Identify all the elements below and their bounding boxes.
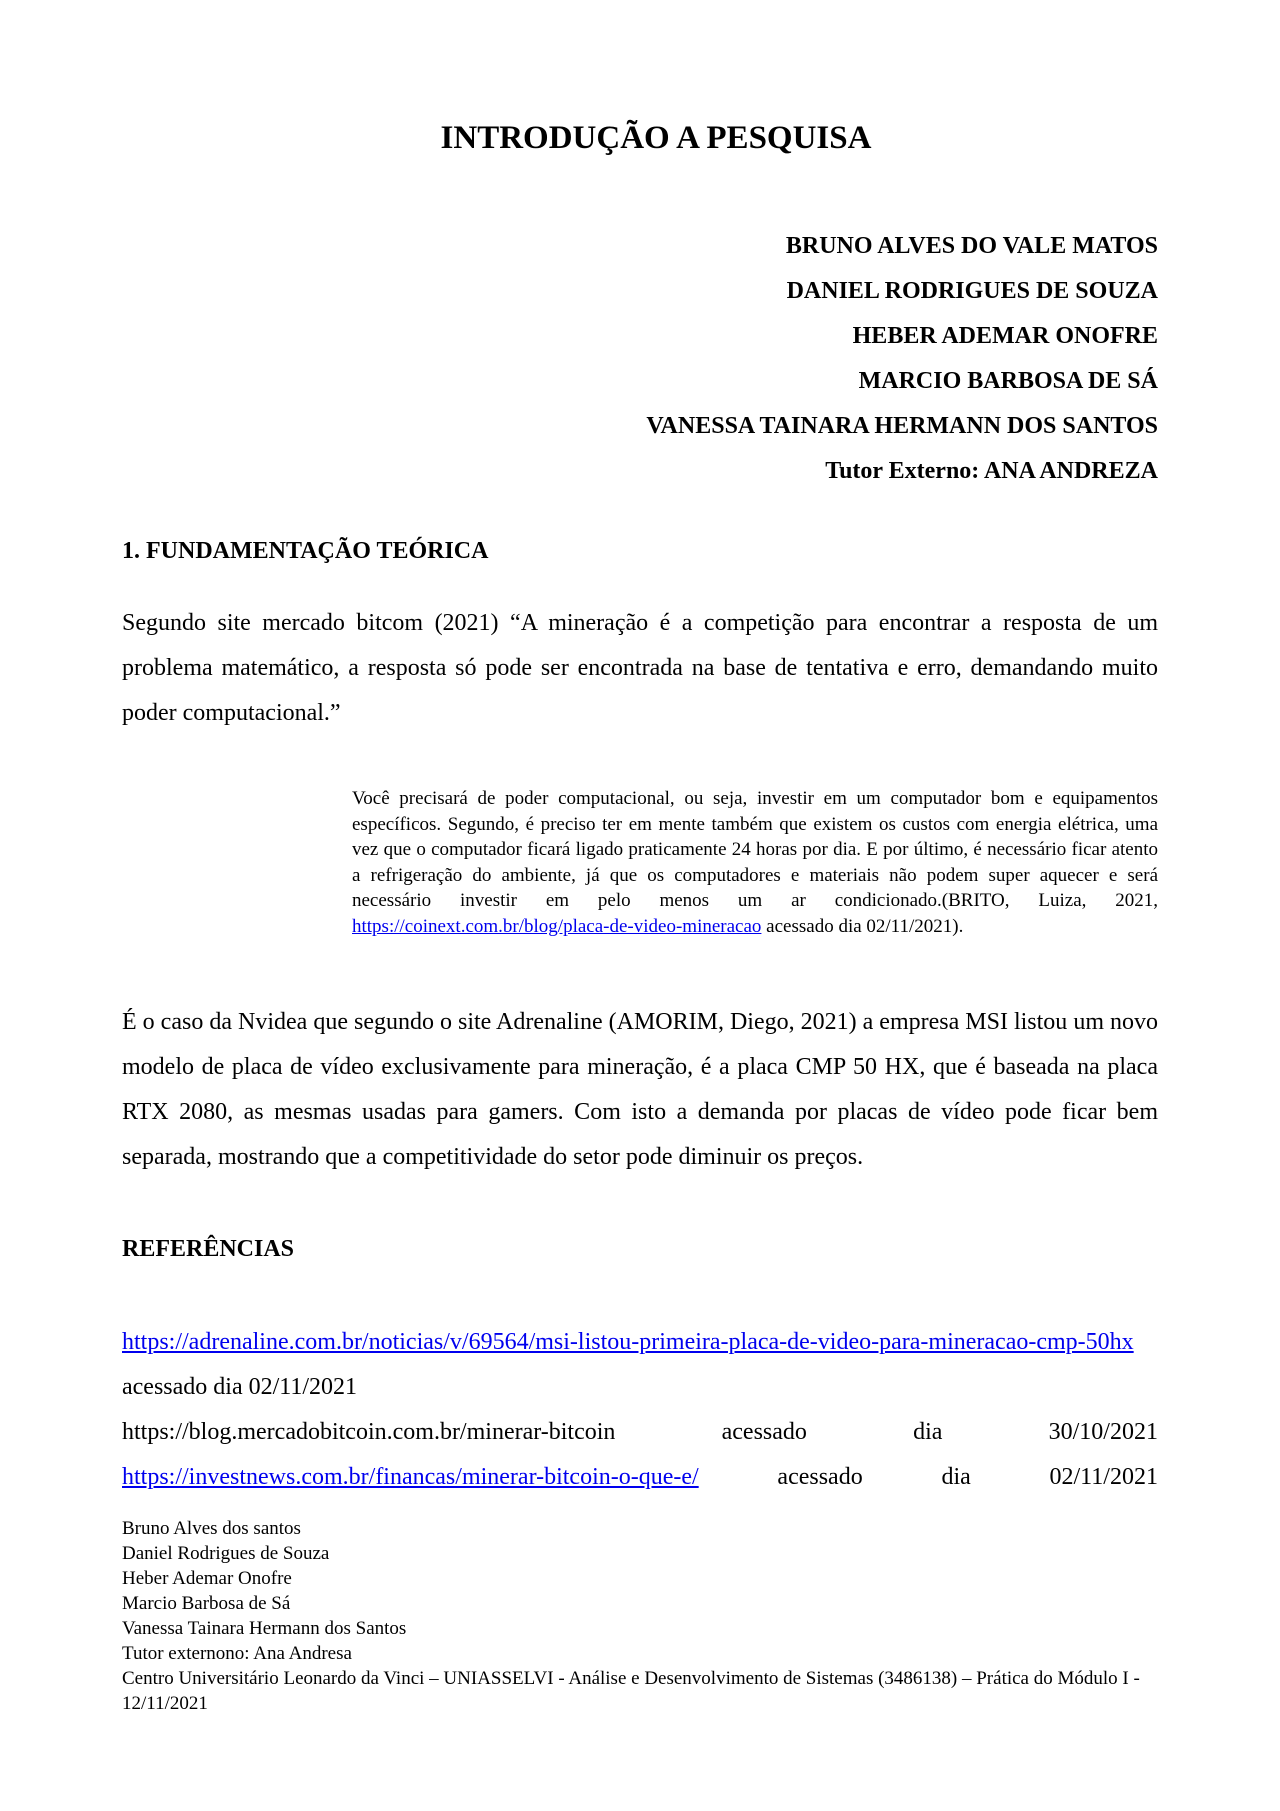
paragraph: É o caso da Nvidea que segundo o site Adrenaline (AMORIM, Diego, 2021) a empresa MSI listou um novo modelo de placa de vídeo exclusivamente para mineração, é a placa CMP 50 HX, que é baseada na placa RTX 2080, as mesmas usadas para gamers. Com isto a demanda por placas de vídeo pode ficar bem separada, mostrando que a competitividade do setor pode diminuir os preços. bbox=[122, 1009, 1158, 1170]
quote-tail: acessado dia 02/11/2021). bbox=[761, 915, 964, 937]
footer bbox=[122, 1516, 1162, 1716]
reference-date: 02/11/2021 bbox=[1049, 1464, 1158, 1490]
author-name: BRUNO ALVES DO VALE MATOS bbox=[785, 233, 1158, 259]
author-name: HEBER ADEMAR ONOFRE bbox=[852, 323, 1158, 349]
tutor-name: Tutor Externo: ANA ANDREZA bbox=[825, 458, 1158, 484]
quote-link[interactable]: https://coinext.com.br/blog/placa-de-video-mineracao bbox=[352, 915, 762, 937]
footer-line: Vanessa Tainara Hermann dos Santos bbox=[122, 1618, 407, 1639]
author-name: DANIEL RODRIGUES DE SOUZA bbox=[786, 278, 1158, 304]
reference-item bbox=[122, 1410, 1158, 1455]
reference-word: dia bbox=[941, 1464, 971, 1490]
reference-item bbox=[122, 1320, 1158, 1410]
author-name: MARCIO BARBOSA DE SÁ bbox=[858, 368, 1158, 394]
block-quote bbox=[352, 786, 1158, 939]
author-name: VANESSA TAINARA HERMANN DOS SANTOS bbox=[646, 413, 1158, 439]
footer-line: Marcio Barbosa de Sá bbox=[122, 1593, 291, 1614]
reference-word: acessado bbox=[721, 1419, 807, 1445]
reference-link[interactable]: https://adrenaline.com.br/noticias/v/69564/msi-listou-primeira-placa-de-video-para-mineracao-cmp-50hx bbox=[122, 1329, 1134, 1355]
reference-word: dia bbox=[913, 1419, 943, 1445]
footer-line: Tutor externono: Ana Andresa bbox=[122, 1643, 352, 1664]
quote-text: Você precisará de poder computacional, ou seja, investir em um computador bom e equipamentos específicos. Segundo, é preciso ter em mente também que existem os custos com energia elétrica, uma vez que o computador ficará ligado praticamente 24 horas por dia. E por último, é necessário ficar atento a refrigeração do ambiente, já que os computadores e materiais não podem super aquecer e será necessário investir em pelo menos um ar condicionado.(BRITO, Luiza, 2021, bbox=[352, 788, 1158, 911]
footer-line: Daniel Rodrigues de Souza bbox=[122, 1543, 330, 1564]
footer-line: Centro Universitário Leonardo da Vinci – UNIASSELVI - Análise e Desenvolvimento de Sistemas (3486138) – Prática do Módulo I - 12/11/2021 bbox=[122, 1668, 1140, 1714]
references-heading: REFERÊNCIAS bbox=[122, 1236, 295, 1262]
section-heading: 1. FUNDAMENTAÇÃO TEÓRICA bbox=[122, 538, 489, 564]
author-list bbox=[646, 224, 1158, 494]
footer-line: Heber Ademar Onofre bbox=[122, 1568, 292, 1589]
reference-item bbox=[122, 1455, 1158, 1500]
reference-access-text: acessado dia 02/11/2021 bbox=[122, 1374, 358, 1400]
reference-link[interactable]: https://investnews.com.br/financas/minerar-bitcoin-o-que-e/ bbox=[122, 1464, 699, 1490]
paragraph: Segundo site mercado bitcom (2021) “A mineração é a competição para encontrar a resposta de um problema matemático, a resposta só pode ser encontrada na base de tentativa e erro, demandando muito poder computacional.” bbox=[122, 610, 1158, 726]
reference-url: https://blog.mercadobitcoin.com.br/minerar-bitcoin bbox=[122, 1419, 616, 1445]
reference-date: 30/10/2021 bbox=[1048, 1419, 1158, 1445]
footer-line: Bruno Alves dos santos bbox=[122, 1518, 301, 1539]
page-title: INTRODUÇÃO A PESQUISA bbox=[440, 120, 872, 156]
reference-word: acessado bbox=[777, 1464, 863, 1490]
